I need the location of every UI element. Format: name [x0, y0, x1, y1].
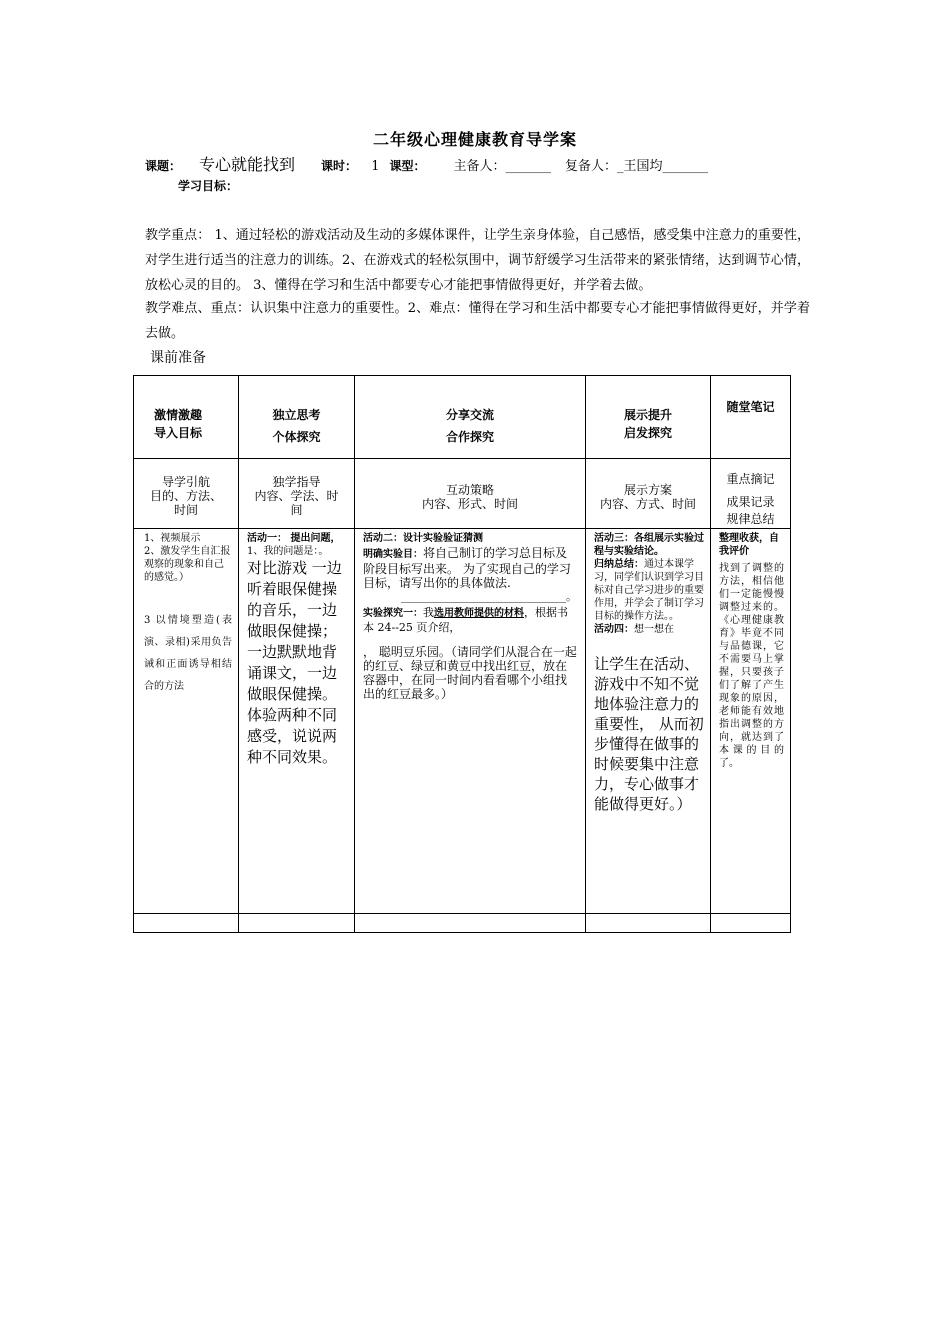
subheader-line: 内容、形式、时间 — [421, 497, 518, 511]
subheader-cell — [134, 459, 239, 529]
subheader-line: 间 — [290, 503, 303, 517]
header-cell — [239, 376, 355, 459]
answer-blank: ______________________________。 — [401, 590, 577, 603]
header-cell — [586, 376, 711, 459]
summary-label: 归纳总结： — [594, 559, 644, 570]
page-title: 二年级心理健康教育导学案 — [372, 130, 577, 149]
header-line: 启发探究 — [623, 426, 672, 440]
bean-game: ， 聪明豆乐园。（请同学们从混合在一起的红豆、绿豆和黄豆中找出红豆，放在容器中，在同一时间内看看哪个小组找出的红豆最多。） — [363, 645, 577, 701]
lesson-table — [133, 375, 791, 933]
subheader-cell — [355, 459, 586, 529]
reflection-title: 整理收获，自我评价 — [719, 533, 779, 557]
col1-cell — [134, 529, 239, 914]
empty-cell — [239, 914, 355, 933]
explore-post: ，根据书本 24--25 页介绍， — [363, 606, 568, 634]
subheader-line: 内容、方式、时间 — [599, 497, 696, 511]
header-line: 独立思考 — [272, 408, 321, 422]
col1-line2: 2、激发学生自汇报观察的现象和自己的感觉。） — [144, 546, 231, 583]
subheader-cell — [711, 459, 791, 529]
subheader-line: 成果记录 — [726, 495, 775, 509]
subheader-line: 规律总结 — [726, 512, 775, 526]
activity2-title: 活动二：设计实验验证猜测 — [363, 533, 483, 544]
topic-label: 课题： — [145, 159, 182, 173]
activity1-question: 1、我的问题是：。 — [247, 546, 329, 557]
subheader-line: 内容、学法、时 — [254, 489, 339, 503]
activity3-title: 活动三：各组展示实验过程与实验结论。 — [594, 533, 704, 557]
empty-cell — [586, 914, 711, 933]
topic-value: 专心就能找到 — [199, 155, 296, 174]
empty-cell — [355, 914, 586, 933]
empty-cell — [134, 914, 239, 933]
col2-cell — [239, 529, 355, 914]
header-cell — [134, 376, 239, 459]
type-label: 课型： — [389, 159, 426, 173]
header-line: 个体探究 — [272, 430, 321, 444]
key-points: 教学重点： 1、通过轻松的游戏活动及生动的多媒体课件，让学生亲身体验，自己感悟，感受集中注意力的重要性，对学生进行适当的注意力的训练。2、在游戏式的轻松氛围中，调节舒缓学习生活带来的紧张情绪，达到调节心情，放松心灵的目的。 3、懂得在学习和生活中都要专心才能把事情做得更好，并学着去做。 — [145, 228, 810, 293]
subheader-line: 目的、方法、 — [149, 489, 222, 503]
header-line: 分享交流 — [445, 408, 494, 422]
subheader-line: 独学指导 — [272, 475, 321, 489]
difficulties: 教学难点、重点：认识集中注意力的重要性。2、难点：懂得在学习和生活中都要专心才能把事情做得更好，并学着去做。 — [145, 301, 810, 341]
host-field: 主备人：_______ — [453, 159, 551, 174]
activity1-body: 对比游戏 一边听着眼保健操的音乐，一边做眼保健操；一边默默地背诵课文，一边做眼保健操。体验两种不同感受，说说两种不同效果。 — [247, 559, 342, 766]
col3-cell — [355, 529, 586, 914]
activity4-body: 让学生在活动、游戏中不知不觉地体验注意力的重要性， 从而初步懂得在做事的时候要集中注意力，专心做事才能做得更好。） — [594, 655, 704, 813]
subheader-cell — [586, 459, 711, 529]
col4-cell — [586, 529, 711, 914]
col5-cell — [711, 529, 791, 914]
subheader-line: 重点摘记 — [726, 472, 775, 486]
header-line: 导入目标 — [154, 426, 203, 440]
lesson-meta — [145, 152, 708, 175]
col1-line1: 1、视频展示 — [144, 533, 201, 544]
summary-text: 通过本课学习，同学们认识到学习目标对自己学习进步的重要作用，并学会了制订学习目标的操作方法。。 — [594, 559, 704, 622]
col1-line3: 3 以情境塑造(表演、录相)采用负告诫和正面诱导相结合的方法 — [144, 615, 232, 692]
subheader-line: 时间 — [173, 503, 198, 517]
period-value: 1 — [371, 159, 380, 174]
goal-text: 将自己制订的学习总目标及阶段目标写出来。 为了实现自己的学习目标，请写出你的具体做法. — [363, 546, 571, 590]
content-row — [134, 529, 791, 914]
learning-goal-label: 学习目标： — [178, 179, 239, 193]
explore-pre: 我 — [423, 606, 434, 619]
activity1-title: 活动一： 提出问题， — [247, 533, 341, 544]
activity4-label: 活动四： — [594, 624, 634, 635]
subheader-line: 展示方案 — [623, 483, 672, 497]
reflection-text: 找到了调整的方法，相信他们一定能慢慢调整过来的。《心理健康教育》毕竟不同与品德课，它不需要马上掌握，只要孩子们了解了产生现象的原因，老师能有效地指出调整的方向，就达到了本课的目的了。 — [719, 563, 784, 769]
empty-cell — [711, 914, 791, 933]
header-row — [134, 376, 791, 459]
goal-label: 明确实验目： — [363, 549, 423, 560]
subheader-cell — [239, 459, 355, 529]
header-cell — [711, 376, 791, 459]
subheader-line: 导学引航 — [161, 475, 210, 489]
reviewer-field: 复备人：_王国均_______ — [565, 159, 709, 174]
explore-materials: 选用教师提供的材料 — [434, 608, 524, 619]
subheader-line: 互动策略 — [445, 483, 494, 497]
explore-label: 实验探究一： — [363, 608, 423, 619]
prep-label: 课前准备 — [150, 350, 206, 366]
subheader-row — [134, 459, 791, 529]
header-cell — [355, 376, 586, 459]
header-line: 激情激趣 — [154, 408, 203, 422]
activity4-text: 想一想在 — [634, 624, 674, 635]
header-line: 展示提升 — [623, 408, 672, 422]
header-line: 合作探究 — [445, 430, 494, 444]
period-label: 课时： — [321, 159, 358, 173]
header-line: 随堂笔记 — [726, 400, 775, 414]
empty-row — [134, 914, 791, 933]
